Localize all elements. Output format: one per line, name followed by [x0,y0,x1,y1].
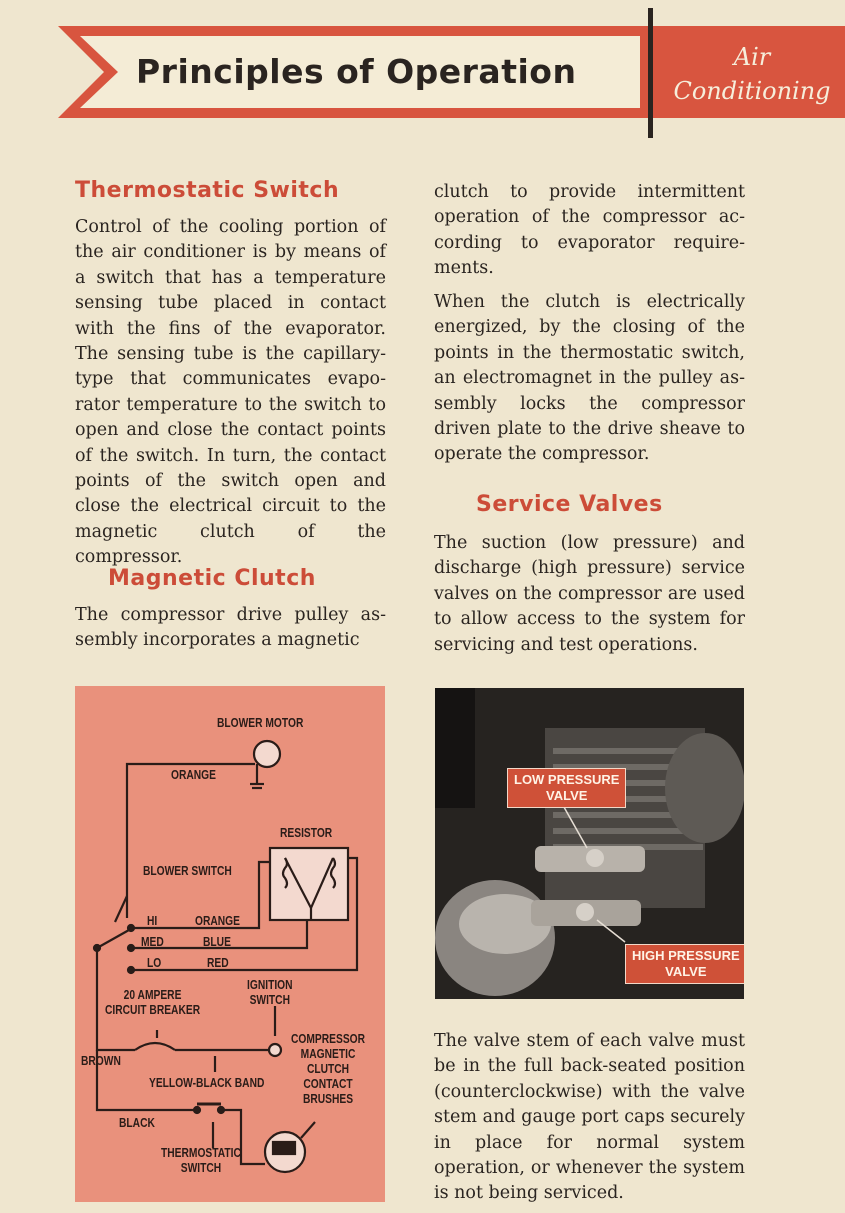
wiring-diagram [75,686,385,1202]
label-yellow-black-band: YELLOW-BLACK BAND [149,1076,265,1090]
thermostatic-switch-text: Control of the cooling portion of the air conditioner is by means of a switch that has a temperature sensing tube placed in contact with the fins of the evaporator. The sensing tube is the capillary-type that communicates evapo-rator temperature to the switch to open and close the contact points of the switch. In turn, the contact points of the switch open and close the electrical circuit to the magnetic clutch of the compressor. [75,217,386,568]
header-banner [0,0,845,140]
label-compressor-clutch: COMPRESSOR MAGNETIC CLUTCH CONTACT BRUSHES [291,1032,366,1106]
valve-stem-text: The valve stem of each valve must be in the full back-seated position (counterclockwise) with the valve stem and gauge port caps securely in place for normal system operation, or whenever the system is not being serviced. [434,1031,745,1204]
label-lo: LO [147,956,162,970]
label-red-wire: RED [207,956,229,970]
blower-motor-symbol [254,741,280,767]
magnetic-clutch-text-continued: clutch to provide intermittent operation of the compressor ac-cording to evaporator require-ments. [434,182,745,279]
label-resistor: RESISTOR [280,826,333,840]
label-black: BLACK [119,1116,155,1130]
resistor-symbol [270,848,348,920]
label-orange: ORANGE [171,768,216,782]
label-brown: BROWN [81,1054,121,1068]
compressor-photo [435,688,744,999]
label-blue-wire: BLUE [203,935,231,949]
service-valves-text: The suction (low pressure) and discharge (high pressure) service valves on the compressor are used to allow access to the system for servicing and test operations. [434,533,745,655]
tab-line-2: Conditioning [673,77,831,105]
label-med: MED [141,935,164,949]
tab-line-1: Air [733,43,771,71]
label-blower-motor: BLOWER MOTOR [217,716,304,730]
label-thermostatic-switch: THERMOSTATIC SWITCH [161,1146,241,1175]
section-tab [664,40,840,108]
label-ignition: IGNITION SWITCH [247,978,293,1007]
label-hi: HI [147,914,158,928]
page-title: Principles of Operation [136,52,577,91]
label-circuit-breaker: 20 AMPERE CIRCUIT BREAKER [105,988,201,1017]
heading-service-valves: Service Valves [476,492,663,517]
label-orange-wire: ORANGE [195,914,240,928]
magnetic-clutch-text-start: The compressor drive pulley as-sembly incorporates a magnetic [75,605,386,651]
heading-thermostatic-switch: Thermostatic Switch [75,178,340,203]
tag-low-pressure-valve: LOW PRESSURE VALVE [507,768,626,808]
label-blower-switch: BLOWER SWITCH [143,864,232,878]
heading-magnetic-clutch: Magnetic Clutch [108,566,316,591]
magnetic-clutch-text-2: When the clutch is electrically energized, by the closing of the points in the thermostatic switch, an electromagnet in the pulley as-sembly locks the compressor driven plate to the drive sheave to operate the compressor. [434,292,745,465]
tag-high-pressure-valve: HIGH PRESSURE VALVE [625,944,744,984]
